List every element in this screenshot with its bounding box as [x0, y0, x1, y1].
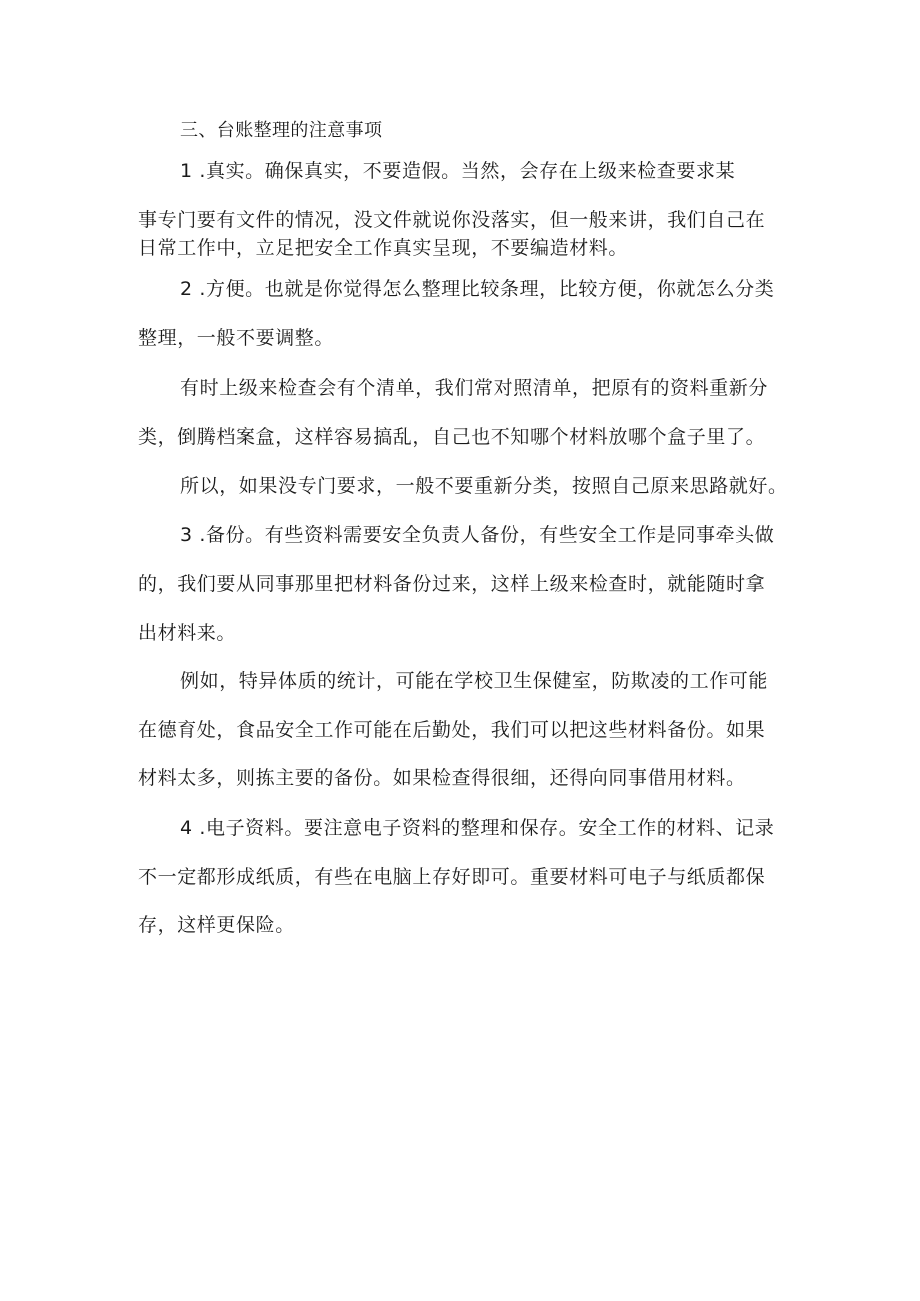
paragraph-6-line-2: 的，我们要从同事那里把材料备份过来，这样上级来检查时，就能随时拿 — [138, 573, 766, 595]
paragraph-1-line-1: 1 .真实。确保真实，不要造假。当然，会存在上级来检查要求某 — [180, 160, 736, 182]
paragraph-3-line-1: 2 .方便。也就是你觉得怎么整理比较条理，比较方便，你就怎么分类 — [180, 278, 775, 300]
paragraph-7-line-1: 例如，特异体质的统计，可能在学校卫生保健室，防欺凌的工作可能 — [180, 670, 769, 692]
paragraph-2-line-2: 日常工作中，立足把安全工作真实呈现，不要编造材料。 — [138, 237, 629, 259]
paragraph-8-line-3: 存，这样更保险。 — [138, 914, 295, 936]
paragraph-8-line-1: 4 .电子资料。要注意电子资料的整理和保存。安全工作的材料、记录 — [180, 817, 775, 839]
paragraph-6-line-3: 出材料来。 — [138, 622, 237, 644]
paragraph-7-line-2: 在德育处，食品安全工作可能在后勤处，我们可以把这些材料备份。如果 — [138, 719, 766, 741]
paragraph-6-line-1: 3 .备份。有些资料需要安全负责人备份，有些安全工作是同事牵头做 — [180, 524, 775, 546]
paragraph-4-line-2: 类，倒腾档案盒，这样容易搞乱，自己也不知哪个材料放哪个盒子里了。 — [138, 426, 766, 448]
paragraph-5-line-1: 所以，如果没专门要求，一般不要重新分类，按照自己原来思路就好。 — [180, 475, 788, 497]
paragraph-3-line-2: 整理，一般不要调整。 — [138, 327, 335, 349]
paragraph-2-line-1: 事专门要有文件的情况，没文件就说你没落实，但一般来讲，我们自己在 — [138, 209, 766, 231]
paragraph-8-line-2: 不一定都形成纸质，有些在电脑上存好即可。重要材料可电子与纸质都保 — [138, 866, 766, 888]
section-heading: 三、台账整理的注意事项 — [180, 120, 383, 141]
paragraph-7-line-3: 材料太多，则拣主要的备份。如果检查得很细，还得向同事借用材料。 — [138, 767, 746, 789]
paragraph-4-line-1: 有时上级来检查会有个清单，我们常对照清单，把原有的资料重新分 — [180, 377, 769, 399]
